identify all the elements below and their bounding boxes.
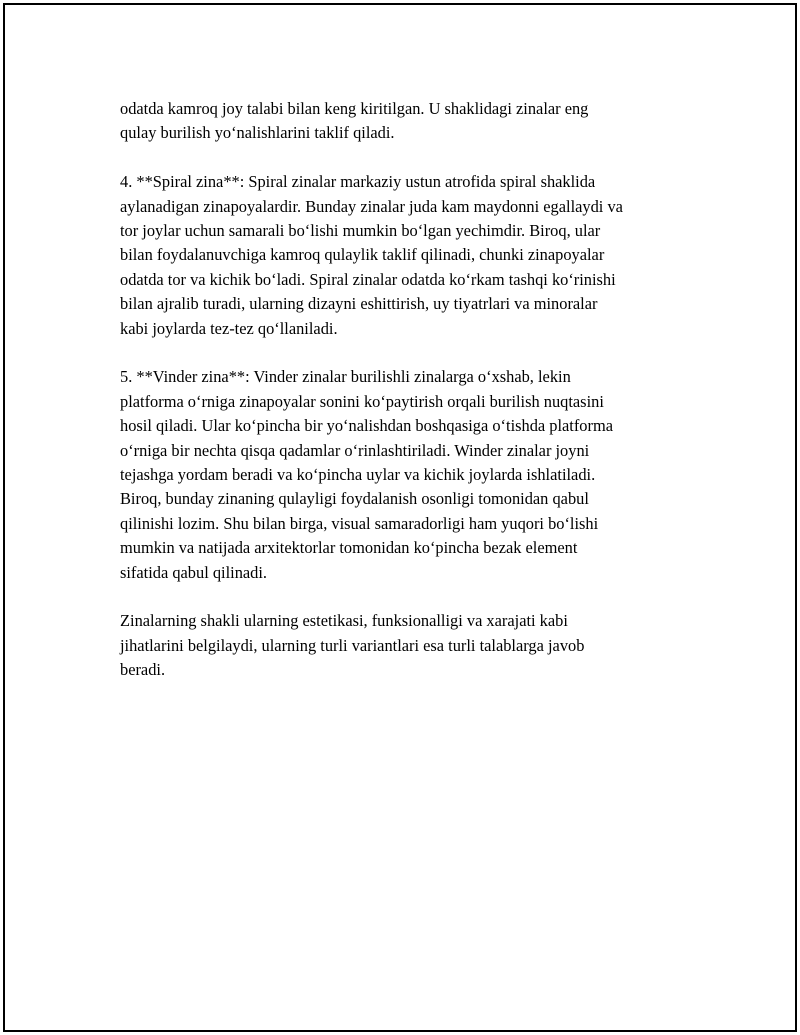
text-line: odatda kamroq joy talabi bilan keng kiritilgan. U shaklidagi zinalar eng bbox=[120, 99, 589, 118]
text-line: beradi. bbox=[120, 660, 166, 680]
document-page bbox=[3, 3, 797, 1032]
paragraph-ushaped-end bbox=[120, 97, 695, 146]
text-line: bilan foydalanuvchiga kamroq qulaylik taklif qilinadi, chunki zinapoyalar bbox=[120, 245, 605, 265]
paragraph-conclusion bbox=[120, 609, 695, 682]
text-line: Biroq, bunday zinaning qulayligi foydalanish osonligi tomonidan qabul bbox=[120, 489, 589, 509]
text-line: aylanadigan zinapoyalardir. Bunday zinalar juda kam maydonni egallaydi va bbox=[120, 196, 623, 216]
text-line: 4. **Spiral zina**: Spiral zinalar markaziy ustun atrofida spiral shaklida bbox=[120, 172, 596, 192]
text-line: qulay burilish yo‘nalishlarini taklif qiladi. bbox=[120, 123, 395, 143]
text-line: qilinishi lozim. Shu bilan birga, visual samaradorligi ham yuqori bo‘lishi bbox=[120, 513, 599, 533]
text-line: odatda tor va kichik bo‘ladi. Spiral zinalar odatda ko‘rkam tashqi ko‘rinishi bbox=[120, 269, 616, 289]
text-line: o‘rniga bir nechta qisqa qadamlar o‘rinlashtiriladi. Winder zinalar joyni bbox=[120, 440, 590, 460]
text-line: hosil qiladi. Ular ko‘pincha bir yo‘nalishdan boshqasiga o‘tishda platforma bbox=[120, 416, 613, 436]
text-line: kabi joylarda tez-tez qo‘llaniladi. bbox=[120, 318, 338, 338]
document-body bbox=[120, 97, 695, 683]
text-line: Zinalarning shakli ularning estetikasi, funksionalligi va xarajati kabi bbox=[120, 611, 568, 631]
text-line: tejashga yordam beradi va ko‘pincha uylar va kichik joylarda ishlatiladi. bbox=[120, 465, 596, 485]
paragraph-spacer bbox=[120, 341, 695, 365]
text-line: sifatida qabul qilinadi. bbox=[120, 562, 268, 582]
text-line: 5. **Vinder zina**: Vinder zinalar burilishli zinalarga o‘xshab, lekin bbox=[120, 367, 571, 387]
paragraph-winder-stairs bbox=[120, 365, 695, 585]
paragraph-spacer bbox=[120, 146, 695, 170]
text-line: mumkin va natijada arxitektorlar tomonidan ko‘pincha bezak element bbox=[120, 538, 578, 558]
text-line: jihatlarini belgilaydi, ularning turli variantlari esa turli talablarga javob bbox=[120, 635, 585, 655]
text-line: platforma o‘rniga zinapoyalar sonini ko‘paytirish orqali burilish nuqtasini bbox=[120, 391, 604, 411]
text-line: bilan ajralib turadi, ularning dizayni eshittirish, uy tiyatrlari va minoralar bbox=[120, 294, 598, 314]
paragraph-spacer bbox=[120, 585, 695, 609]
text-line: tor joylar uchun samarali bo‘lishi mumkin bo‘lgan yechimdir. Biroq, ular bbox=[120, 221, 601, 241]
paragraph-spiral-stairs bbox=[120, 170, 695, 341]
